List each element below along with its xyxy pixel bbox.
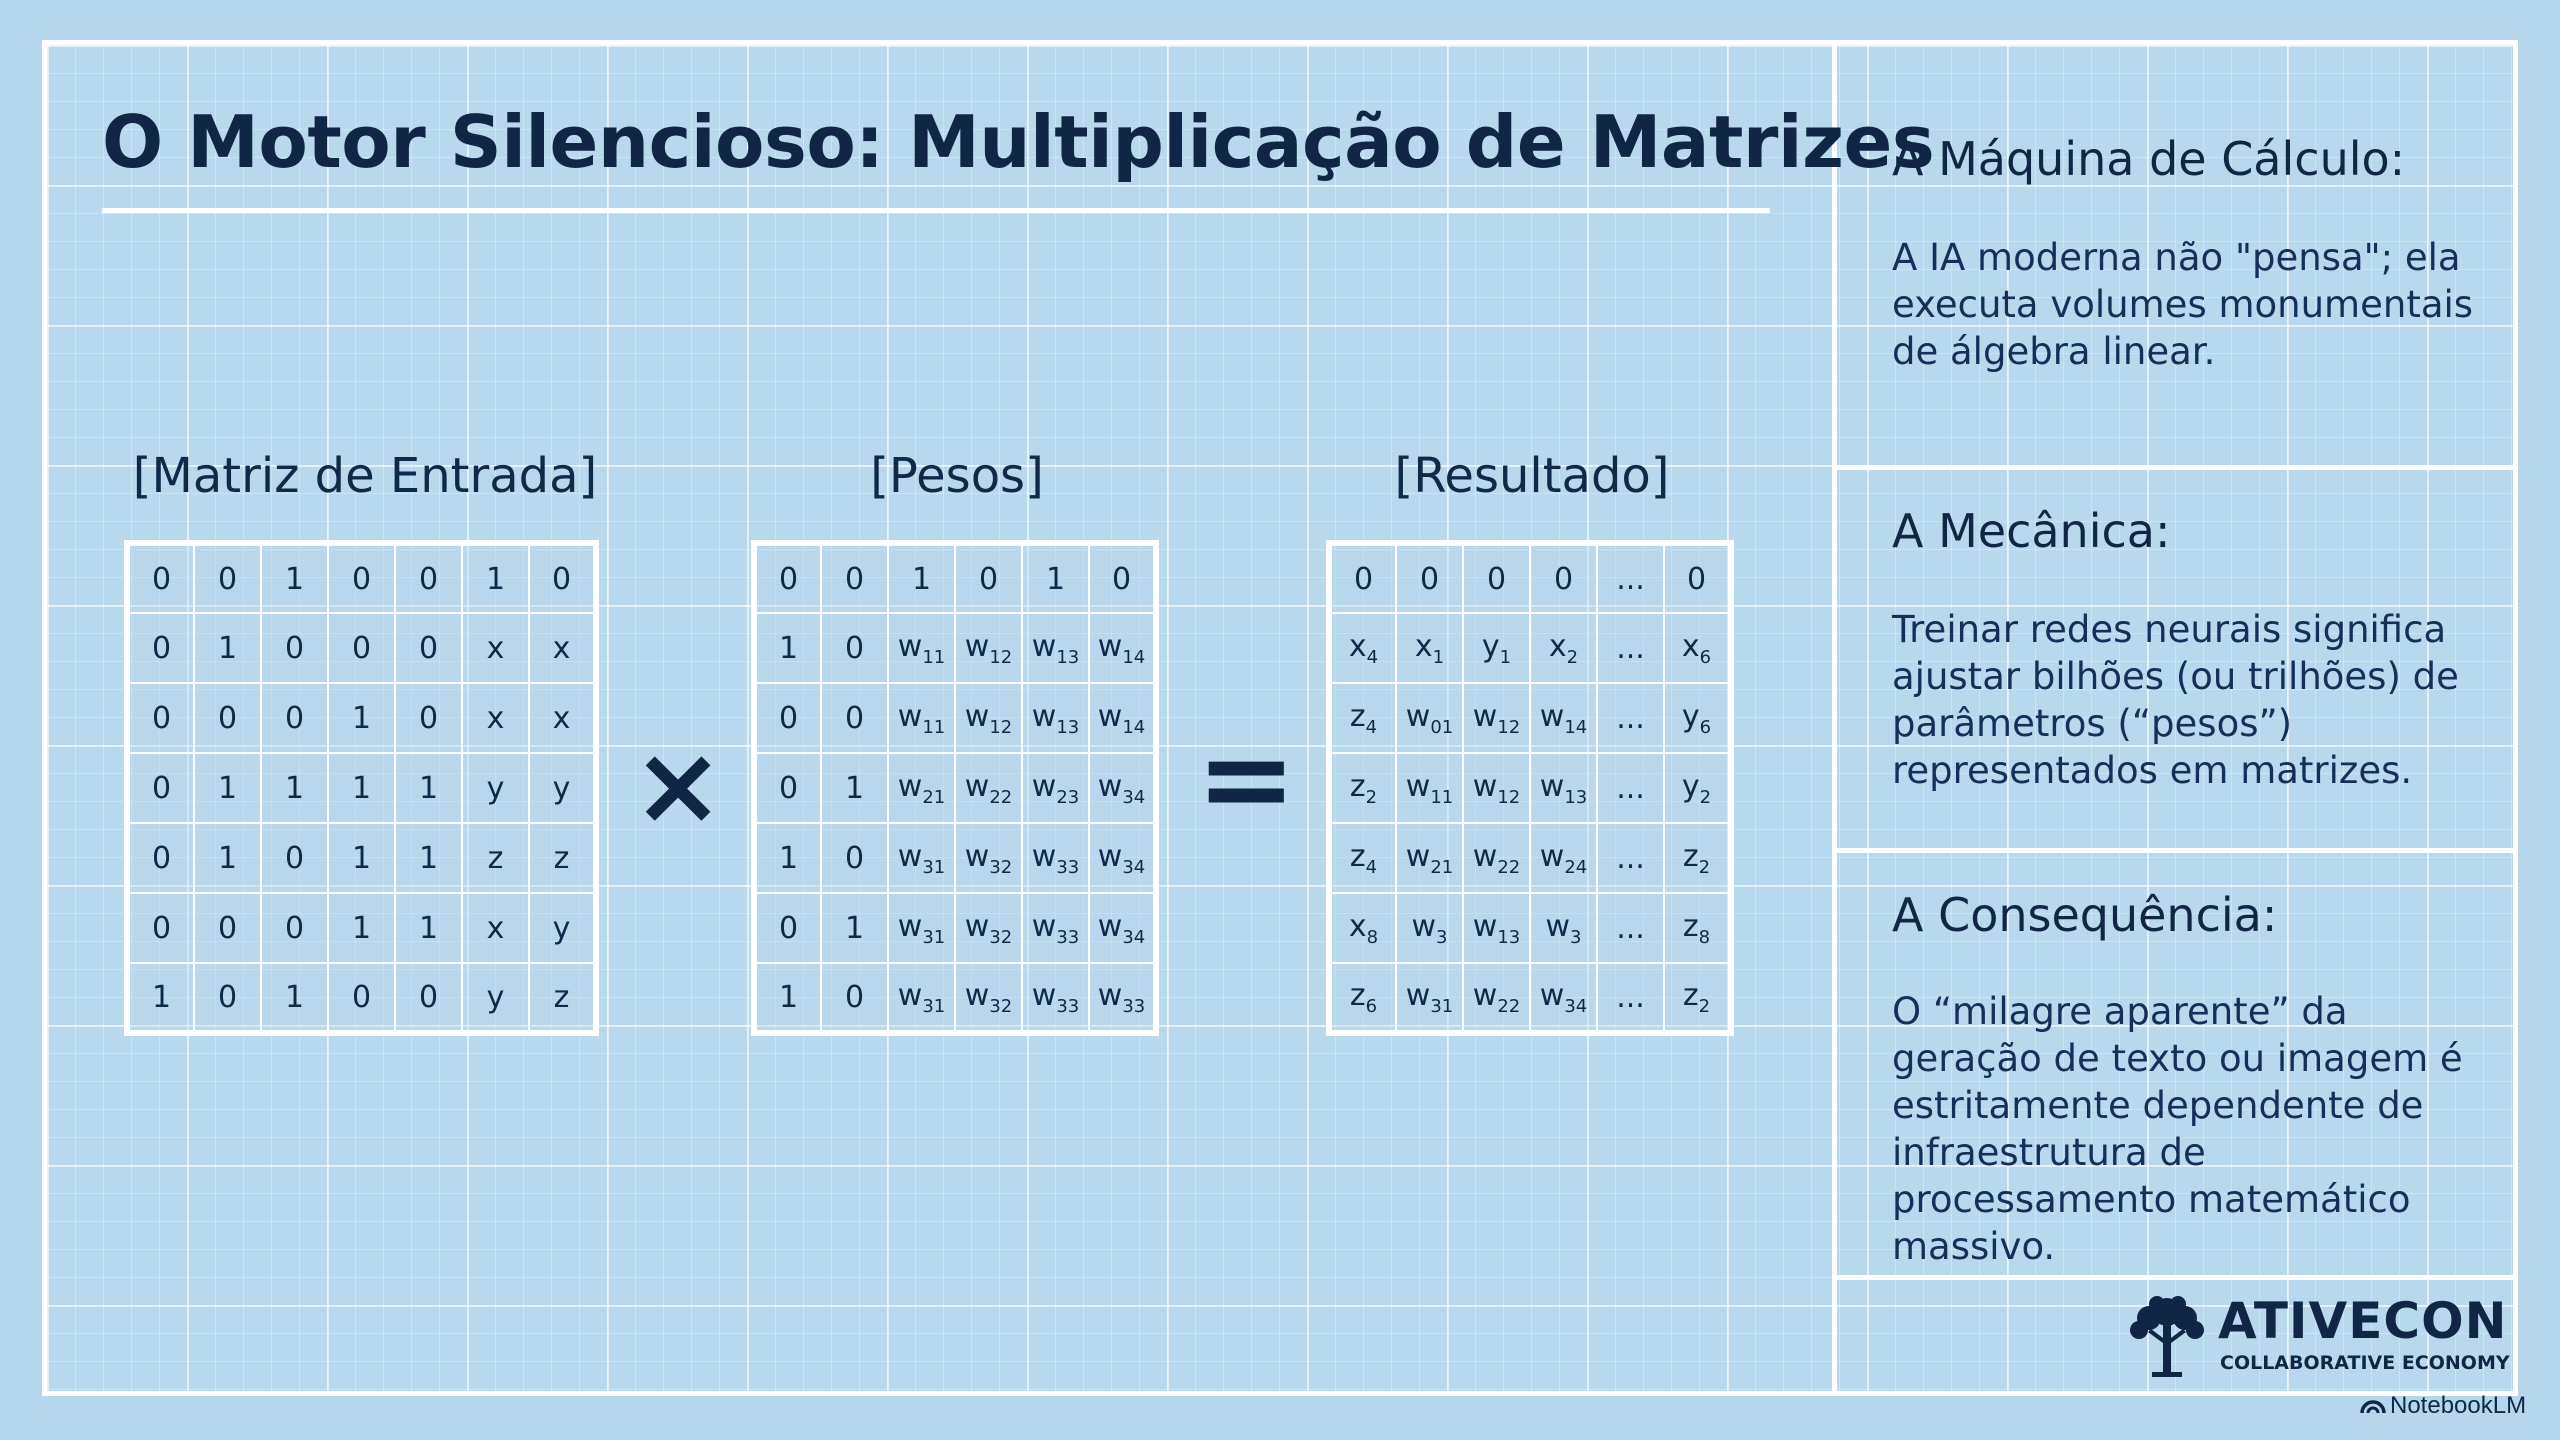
matrix-row — [127, 683, 596, 753]
matrix-row — [754, 683, 1156, 753]
matrix-cell: 0 — [754, 683, 821, 753]
matrix-cell: 0 — [127, 543, 194, 613]
matrix-cell: x — [462, 893, 529, 963]
matrix-cell: $z_8$ — [1664, 893, 1731, 963]
matrix-cell: ... — [1597, 823, 1664, 893]
matrix-cell: 0 — [261, 683, 328, 753]
matrix-cell: ... — [1597, 753, 1664, 823]
equals-icon: = — [1196, 710, 1297, 849]
matrix-cell: 0 — [821, 683, 888, 753]
matrix-cell: 1 — [1022, 543, 1089, 613]
matrix-cell: 1 — [261, 963, 328, 1033]
matrix-cell: 0 — [1396, 543, 1463, 613]
matrix-cell: 1 — [328, 893, 395, 963]
matrix-cell: $z_4$ — [1329, 683, 1396, 753]
matrix-cell: ... — [1597, 543, 1664, 613]
matrix-cell: 0 — [328, 963, 395, 1033]
matrix-cell: 0 — [821, 823, 888, 893]
matrix-cell: 0 — [1329, 543, 1396, 613]
matrix-cell: $x_4$ — [1329, 613, 1396, 683]
watermark-text: NotebookLM — [2390, 1392, 2527, 1419]
matrix-cell: x — [529, 683, 596, 753]
matrix-cell: 0 — [1664, 543, 1731, 613]
matrix-cell: $w_{01}$ — [1396, 683, 1463, 753]
section-title-calculo: A Máquina de Cálculo: — [1892, 132, 2406, 186]
notebooklm-watermark — [2360, 1392, 2526, 1420]
sidebar-divider-3 — [1832, 1275, 2518, 1280]
matrix-cell: 0 — [127, 823, 194, 893]
matrix-cell: $w_{13}$ — [1463, 893, 1530, 963]
matrix-cell: y — [462, 753, 529, 823]
matrix-cell: 0 — [127, 613, 194, 683]
matrix-cell: $w_{34}$ — [1089, 893, 1156, 963]
section-text-mecanica: Treinar redes neurais significa ajustar bilhões (ou trilhões) de parâmetros (“pesos”) representados em matrizes. — [1892, 608, 2459, 792]
matrix-cell: $x_1$ — [1396, 613, 1463, 683]
input-matrix-label: [Matriz de Entrada] — [132, 448, 598, 504]
matrix-cell: 1 — [754, 963, 821, 1033]
matrix-cell: $w_{31}$ — [888, 823, 955, 893]
matrix-cell: 0 — [261, 893, 328, 963]
matrix-cell: $y_1$ — [1463, 613, 1530, 683]
matrix-cell: $w_{11}$ — [888, 613, 955, 683]
matrix-cell: $w_{32}$ — [955, 963, 1022, 1033]
matrix-cell: $w_{32}$ — [955, 823, 1022, 893]
logo-name: ATIVECON — [2218, 1292, 2508, 1350]
matrix-row — [754, 613, 1156, 683]
result-matrix-label: [Resultado] — [1394, 448, 1670, 504]
matrix-row — [127, 893, 596, 963]
matrix-cell: 1 — [462, 543, 529, 613]
matrix-cell: 1 — [194, 753, 261, 823]
matrix-cell: 1 — [194, 823, 261, 893]
matrix-cell: z — [529, 823, 596, 893]
matrix-cell: 1 — [328, 683, 395, 753]
matrix-row — [127, 963, 596, 1033]
matrix-cell: ... — [1597, 683, 1664, 753]
matrix-cell: $w_{31}$ — [888, 963, 955, 1033]
matrix-cell: 0 — [754, 753, 821, 823]
matrix-cell: 0 — [194, 683, 261, 753]
matrix-cell: $w_{31}$ — [1396, 963, 1463, 1033]
matrix-cell: 0 — [754, 543, 821, 613]
matrix-cell: $w_3$ — [1530, 893, 1597, 963]
matrix-cell: $y_6$ — [1664, 683, 1731, 753]
matrix-cell: 0 — [821, 543, 888, 613]
matrix-cell: $z_2$ — [1664, 963, 1731, 1033]
matrix-row — [127, 613, 596, 683]
matrix-cell: $w_{14}$ — [1089, 683, 1156, 753]
matrix-cell: z — [462, 823, 529, 893]
matrix-cell: $w_{12}$ — [955, 683, 1022, 753]
matrix-cell: $w_{13}$ — [1530, 753, 1597, 823]
matrix-cell: 0 — [127, 683, 194, 753]
matrix-cell: $w_{12}$ — [1463, 683, 1530, 753]
tree-icon — [2122, 1290, 2212, 1380]
matrix-cell: 1 — [821, 893, 888, 963]
matrix-cell: 0 — [261, 613, 328, 683]
matrix-cell: 1 — [395, 753, 462, 823]
matrix-cell: 1 — [328, 823, 395, 893]
matrix-cell: ... — [1597, 613, 1664, 683]
multiply-icon: × — [632, 721, 725, 849]
matrix-row — [1329, 823, 1731, 893]
sidebar-divider-1 — [1832, 465, 2518, 470]
matrix-cell: 1 — [328, 753, 395, 823]
matrix-cell: 0 — [395, 683, 462, 753]
matrix-cell: 0 — [328, 543, 395, 613]
matrix-cell: $w_{33}$ — [1022, 893, 1089, 963]
matrix-cell: $z_2$ — [1664, 823, 1731, 893]
matrix-cell: $w_{21}$ — [888, 753, 955, 823]
matrix-cell: $w_{32}$ — [955, 893, 1022, 963]
sidebar-divider — [1832, 40, 1837, 1396]
section-text-calculo: A IA moderna não "pensa"; ela executa volumes monumentais de álgebra linear. — [1892, 236, 2474, 373]
matrix-row — [754, 543, 1156, 613]
result-matrix — [1326, 540, 1734, 1036]
matrix-cell: 0 — [395, 963, 462, 1033]
matrix-cell: 1 — [754, 823, 821, 893]
section-title-mecanica: A Mecânica: — [1892, 504, 2171, 558]
matrix-row — [127, 543, 596, 613]
matrix-cell: 1 — [888, 543, 955, 613]
matrix-cell: 1 — [261, 753, 328, 823]
matrix-cell: 0 — [194, 963, 261, 1033]
matrix-cell: $y_2$ — [1664, 753, 1731, 823]
matrix-cell: $x_6$ — [1664, 613, 1731, 683]
matrix-cell: $w_{33}$ — [1089, 963, 1156, 1033]
matrix-cell: 0 — [1089, 543, 1156, 613]
matrix-row — [1329, 753, 1731, 823]
matrix-cell: 0 — [754, 893, 821, 963]
matrix-cell: $w_{31}$ — [888, 893, 955, 963]
notebooklm-icon — [2360, 1395, 2386, 1415]
matrix-cell: $w_{12}$ — [955, 613, 1022, 683]
matrix-cell: 0 — [529, 543, 596, 613]
matrix-cell: 0 — [127, 753, 194, 823]
matrix-row — [754, 753, 1156, 823]
matrix-cell: 0 — [395, 613, 462, 683]
matrix-cell: ... — [1597, 963, 1664, 1033]
matrix-cell: $z_6$ — [1329, 963, 1396, 1033]
matrix-cell: $z_4$ — [1329, 823, 1396, 893]
matrix-cell: x — [462, 613, 529, 683]
matrix-row — [127, 753, 596, 823]
matrix-cell: 0 — [1463, 543, 1530, 613]
title-underline — [102, 208, 1770, 213]
matrix-cell: y — [462, 963, 529, 1033]
matrix-cell: 1 — [754, 613, 821, 683]
sidebar-divider-2 — [1832, 848, 2518, 853]
matrix-cell: $w_{34}$ — [1089, 753, 1156, 823]
matrix-cell: $w_{22}$ — [1463, 823, 1530, 893]
matrix-cell: 0 — [821, 613, 888, 683]
matrix-row — [754, 963, 1156, 1033]
matrix-cell: $w_{11}$ — [1396, 753, 1463, 823]
matrix-cell: 1 — [395, 893, 462, 963]
matrix-cell: $w_{33}$ — [1022, 963, 1089, 1033]
matrix-row — [1329, 613, 1731, 683]
matrix-cell: $w_{34}$ — [1089, 823, 1156, 893]
matrix-cell: 0 — [1530, 543, 1597, 613]
matrix-cell: z — [529, 963, 596, 1033]
matrix-cell: $w_{14}$ — [1089, 613, 1156, 683]
matrix-cell: $w_{21}$ — [1396, 823, 1463, 893]
matrix-cell: x — [462, 683, 529, 753]
matrix-cell: $w_{11}$ — [888, 683, 955, 753]
page-title: O Motor Silencioso: Multiplicação de Matrizes — [102, 100, 1935, 184]
matrix-cell: $z_2$ — [1329, 753, 1396, 823]
matrix-cell: 0 — [955, 543, 1022, 613]
matrix-cell: 1 — [194, 613, 261, 683]
matrix-cell: 1 — [261, 543, 328, 613]
matrix-cell: $w_{13}$ — [1022, 683, 1089, 753]
ativecon-logo — [2122, 1290, 2510, 1380]
matrix-cell: $x_8$ — [1329, 893, 1396, 963]
matrix-cell: 0 — [194, 893, 261, 963]
matrix-cell: 0 — [194, 543, 261, 613]
matrix-cell: $w_{33}$ — [1022, 823, 1089, 893]
matrix-row — [127, 823, 596, 893]
matrix-row — [754, 823, 1156, 893]
matrix-cell: 0 — [261, 823, 328, 893]
matrix-cell: $w_{22}$ — [1463, 963, 1530, 1033]
matrix-row — [1329, 893, 1731, 963]
matrix-cell: 0 — [127, 893, 194, 963]
matrix-cell: 1 — [127, 963, 194, 1033]
matrix-cell: y — [529, 893, 596, 963]
matrix-cell: $w_{23}$ — [1022, 753, 1089, 823]
matrix-cell: $w_{12}$ — [1463, 753, 1530, 823]
weights-matrix — [751, 540, 1159, 1036]
matrix-cell: $w_{34}$ — [1530, 963, 1597, 1033]
matrix-cell: $w_{24}$ — [1530, 823, 1597, 893]
matrix-cell: 1 — [821, 753, 888, 823]
matrix-cell: $w_3$ — [1396, 893, 1463, 963]
section-text-consequencia: O “milagre aparente” da geração de texto ou imagem é estritamente dependente de infraestrutura de processamento matemático massivo. — [1892, 990, 2463, 1268]
matrix-cell: $x_2$ — [1530, 613, 1597, 683]
matrix-cell: ... — [1597, 893, 1664, 963]
matrix-cell: 1 — [395, 823, 462, 893]
input-matrix — [124, 540, 599, 1036]
weights-matrix-label: [Pesos] — [870, 448, 1044, 504]
matrix-cell: $w_{22}$ — [955, 753, 1022, 823]
matrix-cell: 0 — [395, 543, 462, 613]
matrix-row — [754, 893, 1156, 963]
section-title-consequencia: A Consequência: — [1892, 888, 2278, 942]
matrix-cell: $w_{14}$ — [1530, 683, 1597, 753]
matrix-cell: 0 — [328, 613, 395, 683]
matrix-cell: x — [529, 613, 596, 683]
matrix-cell: y — [529, 753, 596, 823]
matrix-row — [1329, 683, 1731, 753]
logo-tagline: COLLABORATIVE ECONOMY — [2220, 1352, 2510, 1374]
matrix-row — [1329, 963, 1731, 1033]
matrix-cell: 0 — [821, 963, 888, 1033]
matrix-cell: $w_{13}$ — [1022, 613, 1089, 683]
matrix-row — [1329, 543, 1731, 613]
